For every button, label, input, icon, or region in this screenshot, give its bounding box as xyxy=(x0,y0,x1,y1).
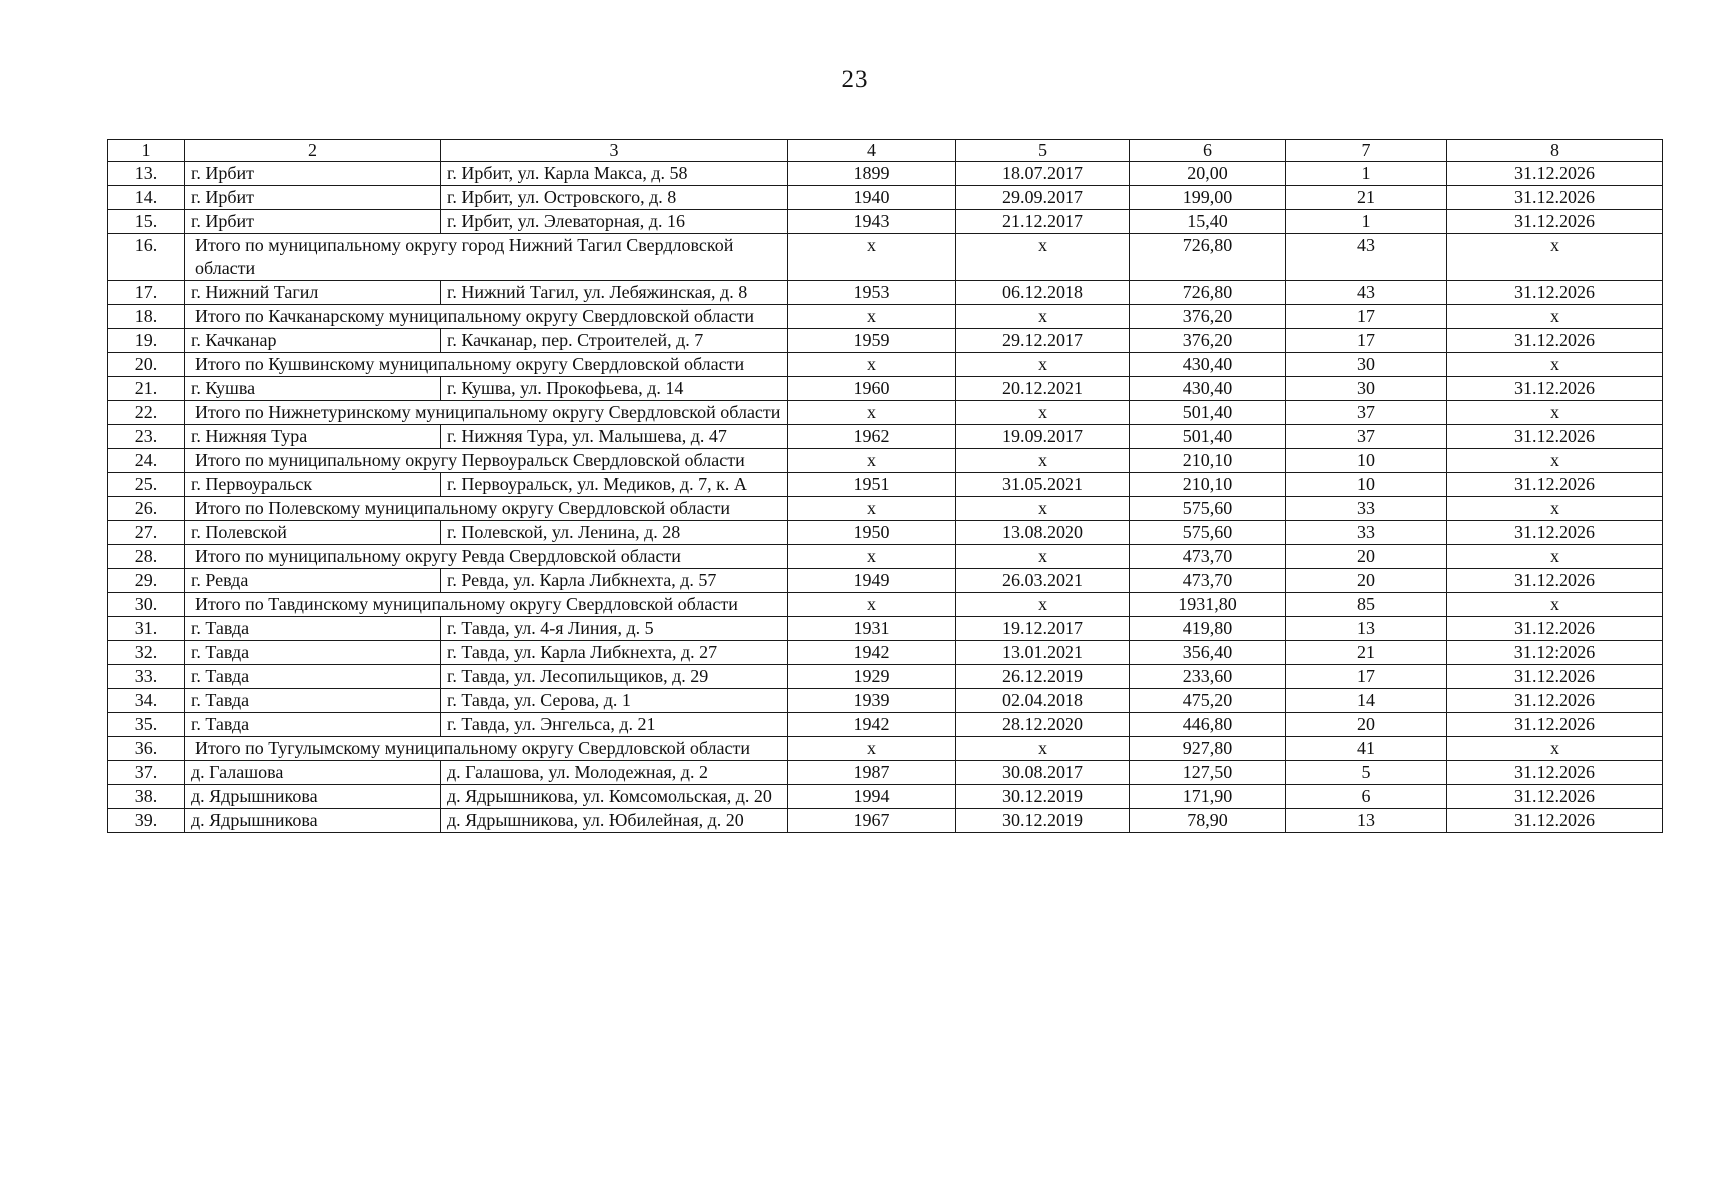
count-cell: 21 xyxy=(1286,186,1447,210)
count-cell: 20 xyxy=(1286,545,1447,569)
settlement-cell: г. Ирбит xyxy=(185,210,441,234)
subtotal-row xyxy=(108,401,1663,425)
area-cell: 376,20 xyxy=(1130,305,1286,329)
deadline-cell: 31.12.2026 xyxy=(1447,713,1663,737)
count-cell: 1 xyxy=(1286,210,1447,234)
settlement-cell: г. Тавда xyxy=(185,713,441,737)
date-cell: x xyxy=(956,593,1130,617)
year-cell: 1953 xyxy=(788,281,956,305)
settlement-cell: г. Качканар xyxy=(185,329,441,353)
row-number: 21. xyxy=(108,377,185,401)
table-row xyxy=(108,689,1663,713)
year-cell: x xyxy=(788,353,956,377)
subtotal-row xyxy=(108,737,1663,761)
address-cell: г. Нижняя Тура, ул. Малышева, д. 47 xyxy=(441,425,788,449)
date-cell: 19.09.2017 xyxy=(956,425,1130,449)
settlement-cell: г. Полевской xyxy=(185,521,441,545)
area-cell: 501,40 xyxy=(1130,425,1286,449)
subtotal-row xyxy=(108,449,1663,473)
year-cell: 1942 xyxy=(788,713,956,737)
row-number: 13. xyxy=(108,162,185,186)
row-number: 37. xyxy=(108,761,185,785)
row-number: 20. xyxy=(108,353,185,377)
date-cell: 31.05.2021 xyxy=(956,473,1130,497)
address-cell: г. Тавда, ул. Серова, д. 1 xyxy=(441,689,788,713)
deadline-cell: 31.12.2026 xyxy=(1447,186,1663,210)
row-number: 30. xyxy=(108,593,185,617)
year-cell: 1942 xyxy=(788,641,956,665)
row-number: 27. xyxy=(108,521,185,545)
area-cell: 419,80 xyxy=(1130,617,1286,641)
table-row xyxy=(108,665,1663,689)
area-cell: 15,40 xyxy=(1130,210,1286,234)
page-number: 23 xyxy=(841,66,869,93)
year-cell: 1943 xyxy=(788,210,956,234)
year-cell: 1987 xyxy=(788,761,956,785)
deadline-cell: 31.12.2026 xyxy=(1447,665,1663,689)
settlement-cell: г. Тавда xyxy=(185,689,441,713)
column-number: 8 xyxy=(1447,140,1663,162)
deadline-cell: 31.12.2026 xyxy=(1447,473,1663,497)
area-cell: 356,40 xyxy=(1130,641,1286,665)
subtotal-row xyxy=(108,545,1663,569)
count-cell: 85 xyxy=(1286,593,1447,617)
subtotal-label: Итого по муниципальному округу Ревда Свердловской области xyxy=(185,545,788,569)
address-cell: г. Нижний Тагил, ул. Лебяжинская, д. 8 xyxy=(441,281,788,305)
table-row xyxy=(108,569,1663,593)
area-cell: 210,10 xyxy=(1130,449,1286,473)
date-cell: 30.12.2019 xyxy=(956,809,1130,833)
deadline-cell: 31.12.2026 xyxy=(1447,761,1663,785)
date-cell: 29.12.2017 xyxy=(956,329,1130,353)
settlement-cell: г. Ирбит xyxy=(185,186,441,210)
table-row xyxy=(108,641,1663,665)
year-cell: 1959 xyxy=(788,329,956,353)
deadline-cell: 31.12:2026 xyxy=(1447,641,1663,665)
count-cell: 37 xyxy=(1286,401,1447,425)
address-cell: г. Ирбит, ул. Островского, д. 8 xyxy=(441,186,788,210)
deadline-cell: x xyxy=(1447,497,1663,521)
deadline-cell: 31.12.2026 xyxy=(1447,281,1663,305)
settlement-cell: д. Ядрышникова xyxy=(185,809,441,833)
settlement-cell: г. Нижняя Тура xyxy=(185,425,441,449)
table-row xyxy=(108,473,1663,497)
year-cell: x xyxy=(788,401,956,425)
year-cell: 1949 xyxy=(788,569,956,593)
deadline-cell: x xyxy=(1447,545,1663,569)
date-cell: 13.01.2021 xyxy=(956,641,1130,665)
column-number: 6 xyxy=(1130,140,1286,162)
row-number: 39. xyxy=(108,809,185,833)
deadline-cell: 31.12.2026 xyxy=(1447,210,1663,234)
year-cell: 1994 xyxy=(788,785,956,809)
row-number: 33. xyxy=(108,665,185,689)
address-cell: г. Полевской, ул. Ленина, д. 28 xyxy=(441,521,788,545)
address-cell: г. Тавда, ул. Лесопильщиков, д. 29 xyxy=(441,665,788,689)
date-cell: 30.12.2019 xyxy=(956,785,1130,809)
address-cell: г. Кушва, ул. Прокофьева, д. 14 xyxy=(441,377,788,401)
date-cell: 20.12.2021 xyxy=(956,377,1130,401)
area-cell: 20,00 xyxy=(1130,162,1286,186)
row-number: 23. xyxy=(108,425,185,449)
date-cell: x xyxy=(956,737,1130,761)
count-cell: 17 xyxy=(1286,665,1447,689)
column-number: 1 xyxy=(108,140,185,162)
row-number: 26. xyxy=(108,497,185,521)
year-cell: x xyxy=(788,545,956,569)
deadline-cell: 31.12.2026 xyxy=(1447,809,1663,833)
subtotal-label: Итого по Тугулымскому муниципальному округу Свердловской области xyxy=(185,737,788,761)
count-cell: 17 xyxy=(1286,305,1447,329)
address-cell: д. Ядрышникова, ул. Комсомольская, д. 20 xyxy=(441,785,788,809)
count-cell: 43 xyxy=(1286,281,1447,305)
deadline-cell: 31.12.2026 xyxy=(1447,425,1663,449)
count-cell: 30 xyxy=(1286,377,1447,401)
area-cell: 501,40 xyxy=(1130,401,1286,425)
count-cell: 5 xyxy=(1286,761,1447,785)
date-cell: x xyxy=(956,305,1130,329)
area-cell: 927,80 xyxy=(1130,737,1286,761)
year-cell: 1962 xyxy=(788,425,956,449)
deadline-cell: x xyxy=(1447,234,1663,281)
address-cell: г. Тавда, ул. 4-я Линия, д. 5 xyxy=(441,617,788,641)
address-cell: д. Ядрышникова, ул. Юбилейная, д. 20 xyxy=(441,809,788,833)
subtotal-label: Итого по Кушвинскому муниципальному округу Свердловской области xyxy=(185,353,788,377)
area-cell: 210,10 xyxy=(1130,473,1286,497)
count-cell: 20 xyxy=(1286,713,1447,737)
table-row xyxy=(108,329,1663,353)
date-cell: x xyxy=(956,497,1130,521)
column-number: 4 xyxy=(788,140,956,162)
column-number: 3 xyxy=(441,140,788,162)
row-number: 14. xyxy=(108,186,185,210)
count-cell: 33 xyxy=(1286,521,1447,545)
year-cell: 1950 xyxy=(788,521,956,545)
settlement-cell: г. Ирбит xyxy=(185,162,441,186)
address-cell: г. Тавда, ул. Энгельса, д. 21 xyxy=(441,713,788,737)
subtotal-label: Итого по Тавдинскому муниципальному округу Свердловской области xyxy=(185,593,788,617)
row-number: 35. xyxy=(108,713,185,737)
settlement-cell: г. Тавда xyxy=(185,665,441,689)
count-cell: 13 xyxy=(1286,617,1447,641)
subtotal-row xyxy=(108,593,1663,617)
column-number: 2 xyxy=(185,140,441,162)
column-number: 5 xyxy=(956,140,1130,162)
row-number: 38. xyxy=(108,785,185,809)
row-number: 19. xyxy=(108,329,185,353)
address-cell: г. Ирбит, ул. Элеваторная, д. 16 xyxy=(441,210,788,234)
count-cell: 21 xyxy=(1286,641,1447,665)
date-cell: 30.08.2017 xyxy=(956,761,1130,785)
count-cell: 6 xyxy=(1286,785,1447,809)
deadline-cell: x xyxy=(1447,401,1663,425)
deadline-cell: x xyxy=(1447,353,1663,377)
year-cell: 1967 xyxy=(788,809,956,833)
count-cell: 20 xyxy=(1286,569,1447,593)
subtotal-row xyxy=(108,305,1663,329)
year-cell: 1939 xyxy=(788,689,956,713)
area-cell: 473,70 xyxy=(1130,545,1286,569)
date-cell: 28.12.2020 xyxy=(956,713,1130,737)
area-cell: 475,20 xyxy=(1130,689,1286,713)
year-cell: 1929 xyxy=(788,665,956,689)
date-cell: 26.12.2019 xyxy=(956,665,1130,689)
count-cell: 1 xyxy=(1286,162,1447,186)
area-cell: 446,80 xyxy=(1130,713,1286,737)
subtotal-label: Итого по муниципальному округу город Нижний Тагил Свердловской области xyxy=(185,234,788,281)
settlement-cell: г. Тавда xyxy=(185,617,441,641)
area-cell: 473,70 xyxy=(1130,569,1286,593)
row-number: 25. xyxy=(108,473,185,497)
count-cell: 10 xyxy=(1286,473,1447,497)
table-row xyxy=(108,785,1663,809)
date-cell: x xyxy=(956,401,1130,425)
deadline-cell: 31.12.2026 xyxy=(1447,689,1663,713)
year-cell: 1899 xyxy=(788,162,956,186)
housing-register-table xyxy=(107,139,1663,833)
table-row xyxy=(108,210,1663,234)
address-cell: г. Качканар, пер. Строителей, д. 7 xyxy=(441,329,788,353)
date-cell: 18.07.2017 xyxy=(956,162,1130,186)
deadline-cell: 31.12.2026 xyxy=(1447,162,1663,186)
settlement-cell: г. Ревда xyxy=(185,569,441,593)
table-row xyxy=(108,162,1663,186)
address-cell: д. Галашова, ул. Молодежная, д. 2 xyxy=(441,761,788,785)
area-cell: 78,90 xyxy=(1130,809,1286,833)
table-row xyxy=(108,521,1663,545)
settlement-cell: д. Ядрышникова xyxy=(185,785,441,809)
year-cell: 1960 xyxy=(788,377,956,401)
deadline-cell: 31.12.2026 xyxy=(1447,617,1663,641)
count-cell: 33 xyxy=(1286,497,1447,521)
area-cell: 233,60 xyxy=(1130,665,1286,689)
subtotal-row xyxy=(108,353,1663,377)
year-cell: x xyxy=(788,593,956,617)
year-cell: x xyxy=(788,497,956,521)
settlement-cell: д. Галашова xyxy=(185,761,441,785)
count-cell: 10 xyxy=(1286,449,1447,473)
count-cell: 13 xyxy=(1286,809,1447,833)
date-cell: 19.12.2017 xyxy=(956,617,1130,641)
row-number: 34. xyxy=(108,689,185,713)
settlement-cell: г. Кушва xyxy=(185,377,441,401)
subtotal-label: Итого по Качканарскому муниципальному округу Свердловской области xyxy=(185,305,788,329)
year-cell: 1951 xyxy=(788,473,956,497)
column-numbers-row xyxy=(108,140,1663,162)
row-number: 32. xyxy=(108,641,185,665)
date-cell: 06.12.2018 xyxy=(956,281,1130,305)
table-row xyxy=(108,809,1663,833)
year-cell: x xyxy=(788,234,956,281)
row-number: 17. xyxy=(108,281,185,305)
deadline-cell: 31.12.2026 xyxy=(1447,569,1663,593)
area-cell: 726,80 xyxy=(1130,234,1286,281)
subtotal-label: Итого по Нижнетуринскому муниципальному округу Свердловской области xyxy=(185,401,788,425)
count-cell: 30 xyxy=(1286,353,1447,377)
settlement-cell: г. Нижний Тагил xyxy=(185,281,441,305)
area-cell: 1931,80 xyxy=(1130,593,1286,617)
subtotal-row xyxy=(108,497,1663,521)
address-cell: г. Тавда, ул. Карла Либкнехта, д. 27 xyxy=(441,641,788,665)
year-cell: x xyxy=(788,449,956,473)
table-row xyxy=(108,761,1663,785)
subtotal-row xyxy=(108,234,1663,281)
deadline-cell: x xyxy=(1447,737,1663,761)
area-cell: 430,40 xyxy=(1130,353,1286,377)
date-cell: 29.09.2017 xyxy=(956,186,1130,210)
subtotal-label: Итого по Полевскому муниципальному округу Свердловской области xyxy=(185,497,788,521)
count-cell: 41 xyxy=(1286,737,1447,761)
area-cell: 575,60 xyxy=(1130,521,1286,545)
deadline-cell: 31.12.2026 xyxy=(1447,329,1663,353)
count-cell: 43 xyxy=(1286,234,1447,281)
table-row xyxy=(108,713,1663,737)
row-number: 16. xyxy=(108,234,185,281)
date-cell: x xyxy=(956,234,1130,281)
row-number: 29. xyxy=(108,569,185,593)
date-cell: x xyxy=(956,449,1130,473)
year-cell: 1940 xyxy=(788,186,956,210)
table-row xyxy=(108,281,1663,305)
row-number: 28. xyxy=(108,545,185,569)
row-number: 15. xyxy=(108,210,185,234)
year-cell: 1931 xyxy=(788,617,956,641)
column-number: 7 xyxy=(1286,140,1447,162)
table-body xyxy=(108,140,1663,833)
address-cell: г. Ирбит, ул. Карла Макса, д. 58 xyxy=(441,162,788,186)
area-cell: 376,20 xyxy=(1130,329,1286,353)
date-cell: 13.08.2020 xyxy=(956,521,1130,545)
settlement-cell: г. Первоуральск xyxy=(185,473,441,497)
settlement-cell: г. Тавда xyxy=(185,641,441,665)
row-number: 22. xyxy=(108,401,185,425)
area-cell: 430,40 xyxy=(1130,377,1286,401)
year-cell: x xyxy=(788,737,956,761)
subtotal-label: Итого по муниципальному округу Первоуральск Свердловской области xyxy=(185,449,788,473)
area-cell: 575,60 xyxy=(1130,497,1286,521)
year-cell: x xyxy=(788,305,956,329)
table-row xyxy=(108,377,1663,401)
row-number: 36. xyxy=(108,737,185,761)
count-cell: 17 xyxy=(1286,329,1447,353)
deadline-cell: 31.12.2026 xyxy=(1447,785,1663,809)
table-row xyxy=(108,617,1663,641)
date-cell: 26.03.2021 xyxy=(956,569,1130,593)
table-row xyxy=(108,425,1663,449)
date-cell: x xyxy=(956,353,1130,377)
row-number: 31. xyxy=(108,617,185,641)
address-cell: г. Ревда, ул. Карла Либкнехта, д. 57 xyxy=(441,569,788,593)
address-cell: г. Первоуральск, ул. Медиков, д. 7, к. А xyxy=(441,473,788,497)
area-cell: 199,00 xyxy=(1130,186,1286,210)
area-cell: 726,80 xyxy=(1130,281,1286,305)
area-cell: 127,50 xyxy=(1130,761,1286,785)
date-cell: 02.04.2018 xyxy=(956,689,1130,713)
count-cell: 14 xyxy=(1286,689,1447,713)
row-number: 24. xyxy=(108,449,185,473)
deadline-cell: x xyxy=(1447,449,1663,473)
deadline-cell: x xyxy=(1447,305,1663,329)
date-cell: x xyxy=(956,545,1130,569)
deadline-cell: 31.12.2026 xyxy=(1447,521,1663,545)
deadline-cell: 31.12.2026 xyxy=(1447,377,1663,401)
count-cell: 37 xyxy=(1286,425,1447,449)
table-row xyxy=(108,186,1663,210)
row-number: 18. xyxy=(108,305,185,329)
date-cell: 21.12.2017 xyxy=(956,210,1130,234)
area-cell: 171,90 xyxy=(1130,785,1286,809)
deadline-cell: x xyxy=(1447,593,1663,617)
